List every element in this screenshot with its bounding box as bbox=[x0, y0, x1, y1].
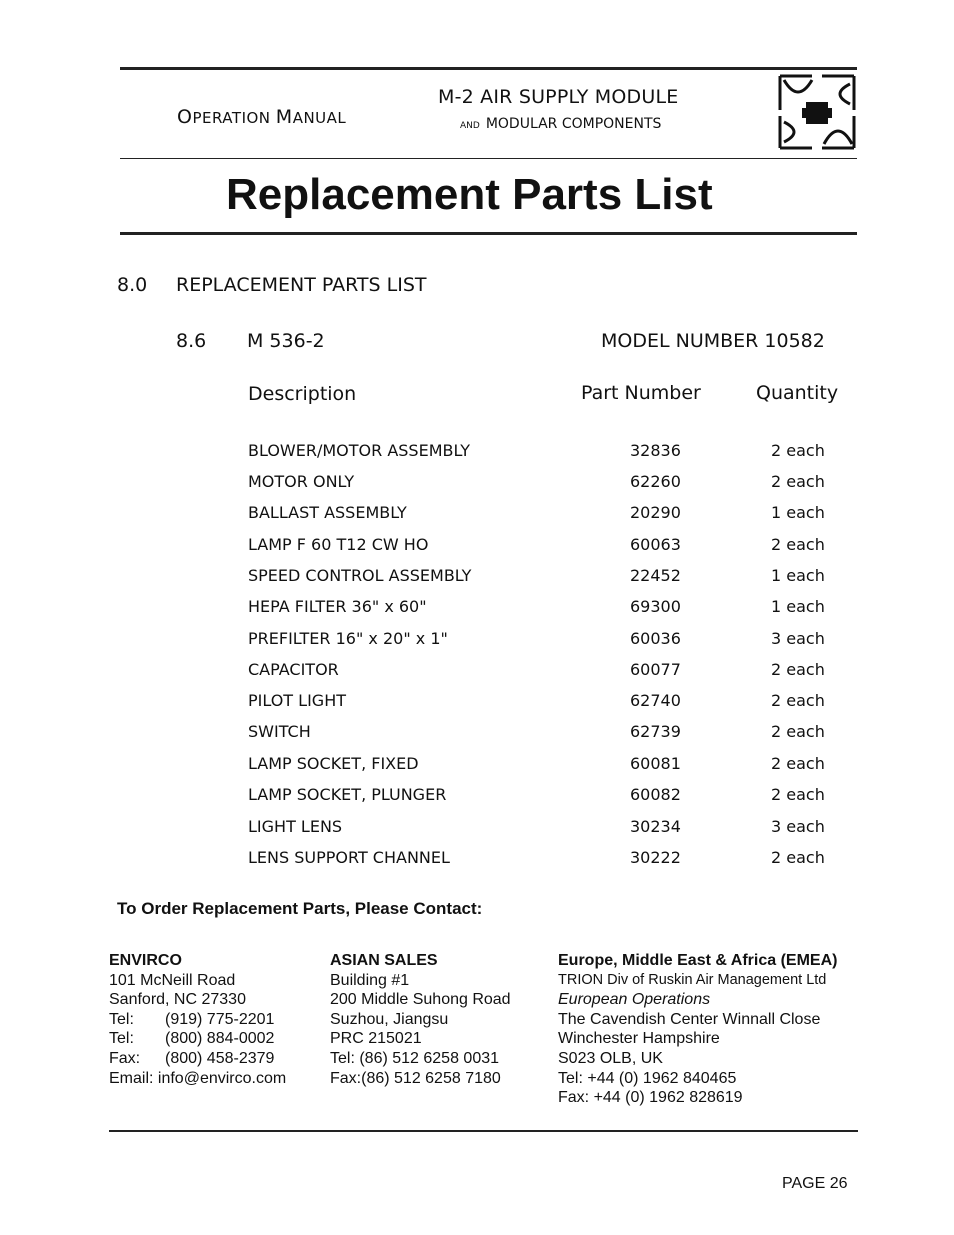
page-number: PAGE 26 bbox=[782, 1175, 848, 1192]
part-quantity: 2 each bbox=[771, 441, 825, 460]
part-number: 62739 bbox=[630, 722, 681, 741]
operation-manual-label: OPERATION MANUAL bbox=[177, 106, 347, 128]
table-row bbox=[0, 566, 954, 597]
part-quantity: 2 each bbox=[771, 472, 825, 491]
part-description: BALLAST ASSEMBLY bbox=[248, 503, 407, 522]
table-row bbox=[0, 503, 954, 534]
part-quantity: 1 each bbox=[771, 566, 825, 585]
part-number: 30222 bbox=[630, 848, 681, 867]
asian-sales-name: ASIAN SALES bbox=[330, 952, 438, 969]
part-description: CAPACITOR bbox=[248, 660, 339, 679]
table-row bbox=[0, 817, 954, 848]
contact-heading: To Order Replacement Parts, Please Contact: bbox=[117, 899, 483, 918]
asian-line1: Building #1 bbox=[330, 971, 410, 989]
emea-line2: European Operations bbox=[558, 991, 711, 1009]
section-number: 8.0 bbox=[117, 274, 148, 296]
part-number: 60063 bbox=[630, 535, 681, 554]
envirco-tel2: Tel: (800) 884-0002 bbox=[109, 1030, 275, 1048]
part-number: 62740 bbox=[630, 691, 681, 710]
part-quantity: 3 each bbox=[771, 629, 825, 648]
asian-line4: PRC 215021 bbox=[330, 1030, 422, 1048]
part-description: BLOWER/MOTOR ASSEMBLY bbox=[248, 441, 471, 460]
envirco-tel1: Tel: (919) 775-2201 bbox=[109, 1010, 275, 1028]
subsection-model: M 536-2 bbox=[247, 330, 325, 352]
part-description: LAMP SOCKET, FIXED bbox=[248, 754, 419, 773]
part-number: 30234 bbox=[630, 817, 681, 836]
company-logo bbox=[778, 74, 856, 150]
part-number: 60077 bbox=[630, 660, 681, 679]
part-description: HEPA FILTER 36" x 60" bbox=[248, 597, 427, 616]
emea-line3: The Cavendish Center Winnall Close bbox=[558, 1010, 821, 1028]
table-row bbox=[0, 785, 954, 816]
table-row bbox=[0, 597, 954, 628]
asian-line2: 200 Middle Suhong Road bbox=[330, 991, 511, 1009]
emea-line4: Winchester Hampshire bbox=[558, 1030, 720, 1048]
column-header-description: Description bbox=[248, 383, 357, 405]
asian-line3: Suzhou, Jiangsu bbox=[330, 1010, 449, 1028]
part-quantity: 1 each bbox=[771, 503, 825, 522]
part-description: PILOT LIGHT bbox=[248, 691, 346, 710]
section-title: REPLACEMENT PARTS LIST bbox=[176, 274, 427, 296]
part-description: SPEED CONTROL ASSEMBLY bbox=[248, 566, 472, 585]
table-row bbox=[0, 441, 954, 472]
product-title: M-2 AIR SUPPLY MODULE bbox=[438, 86, 679, 108]
asian-sales-address bbox=[330, 951, 511, 1088]
part-description: MOTOR ONLY bbox=[248, 472, 355, 491]
envirco-address bbox=[109, 951, 286, 1088]
emea-address bbox=[558, 951, 837, 1108]
part-quantity: 2 each bbox=[771, 848, 825, 867]
table-row bbox=[0, 722, 954, 753]
table-row bbox=[0, 754, 954, 785]
title-underline bbox=[120, 232, 857, 235]
part-quantity: 2 each bbox=[771, 754, 825, 773]
emea-fax: Fax: +44 (0) 1962 828619 bbox=[558, 1089, 743, 1107]
part-quantity: 2 each bbox=[771, 660, 825, 679]
asian-tel: Tel: (86) 512 6258 0031 bbox=[330, 1049, 500, 1067]
emea-line1: TRION Div of Ruskin Air Management Ltd bbox=[558, 971, 827, 988]
table-row bbox=[0, 535, 954, 566]
part-quantity: 2 each bbox=[771, 535, 825, 554]
model-number: MODEL NUMBER 10582 bbox=[601, 330, 825, 352]
page-title: Replacement Parts List bbox=[226, 170, 713, 219]
envirco-email: Email: info@envirco.com bbox=[109, 1069, 287, 1087]
part-number: 60081 bbox=[630, 754, 681, 773]
footer-rule bbox=[109, 1130, 858, 1132]
part-quantity: 1 each bbox=[771, 597, 825, 616]
part-description: SWITCH bbox=[248, 722, 311, 741]
header-top-rule bbox=[120, 67, 857, 70]
product-subtitle: AND MODULAR COMPONENTS bbox=[460, 116, 662, 132]
emea-name: Europe, Middle East & Africa (EMEA) bbox=[558, 952, 838, 969]
part-number: 60082 bbox=[630, 785, 681, 804]
part-quantity: 3 each bbox=[771, 817, 825, 836]
part-description: PREFILTER 16" x 20" x 1" bbox=[248, 629, 448, 648]
emea-line5: S023 OLB, UK bbox=[558, 1049, 663, 1067]
part-number: 62260 bbox=[630, 472, 681, 491]
table-row bbox=[0, 472, 954, 503]
part-quantity: 2 each bbox=[771, 691, 825, 710]
table-row bbox=[0, 629, 954, 660]
subsection-number: 8.6 bbox=[176, 330, 207, 352]
emea-tel: Tel: +44 (0) 1962 840465 bbox=[558, 1069, 737, 1087]
table-row bbox=[0, 660, 954, 691]
part-quantity: 2 each bbox=[771, 785, 825, 804]
part-description: LAMP F 60 T12 CW HO bbox=[248, 535, 429, 554]
part-description: LIGHT LENS bbox=[248, 817, 343, 836]
part-description: LAMP SOCKET, PLUNGER bbox=[248, 785, 447, 804]
envirco-street: 101 McNeill Road bbox=[109, 971, 236, 989]
part-description: LENS SUPPORT CHANNEL bbox=[248, 848, 450, 867]
header-bottom-rule bbox=[120, 158, 857, 159]
envirco-city: Sanford, NC 27330 bbox=[109, 991, 246, 1009]
part-number: 69300 bbox=[630, 597, 681, 616]
column-header-quantity: Quantity bbox=[756, 382, 839, 404]
part-number: 32836 bbox=[630, 441, 681, 460]
table-row bbox=[0, 848, 954, 879]
part-quantity: 2 each bbox=[771, 722, 825, 741]
table-row bbox=[0, 691, 954, 722]
column-header-part-number: Part Number bbox=[581, 382, 701, 404]
part-number: 20290 bbox=[630, 503, 681, 522]
part-number: 22452 bbox=[630, 566, 681, 585]
envirco-fax: Fax: (800) 458-2379 bbox=[109, 1049, 275, 1067]
asian-fax: Fax:(86) 512 6258 7180 bbox=[330, 1069, 501, 1087]
envirco-name: ENVIRCO bbox=[109, 952, 182, 969]
part-number: 60036 bbox=[630, 629, 681, 648]
